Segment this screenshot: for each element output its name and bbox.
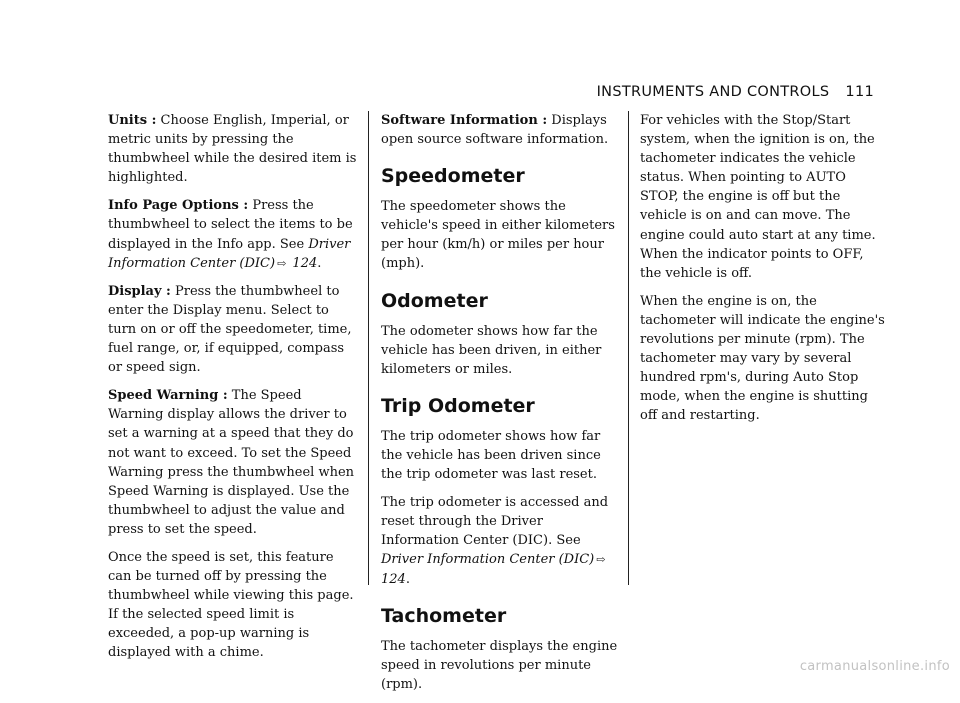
speed-set-paragraph: Once the speed is set, this feature can be turned off by pressing the thumbwheel while viewing this page. If the selected speed limit is exceeded, a pop-up warning is displayed with a chime. xyxy=(108,549,354,661)
info-page-paragraph xyxy=(108,196,358,272)
speed-warning-term: Speed Warning : xyxy=(108,388,228,404)
page-ref-arrow-icon: ⇨ xyxy=(277,256,287,270)
odometer-paragraph: The odometer shows how far the vehicle has been driven, in either kilometers or miles. xyxy=(381,323,602,377)
tachometer-heading: Tachometer xyxy=(381,604,507,627)
column-3 xyxy=(640,111,888,435)
page-ref-arrow-icon: ⇨ xyxy=(596,553,606,567)
trip-text: The trip odometer is accessed and reset through the Driver Information Center (DIC). See xyxy=(381,495,609,549)
dic-page-link-2[interactable]: 124 xyxy=(381,571,406,587)
column-2 xyxy=(381,111,621,703)
display-text: Press the thumbwheel to enter the Display menu. Select to turn on or off the speedometer, time, fuel range, or, if equipped, compass or speed sign. xyxy=(108,283,352,376)
display-paragraph xyxy=(108,282,358,377)
info-page-term: Info Page Options : xyxy=(108,198,249,214)
units-text: Choose English, Imperial, or metric units by pressing the thumbwheel while the desired item is highlighted. xyxy=(108,113,357,186)
engine-on-paragraph: When the engine is on, the tachometer will indicate the engine's revolutions per minute (rpm). The tachometer may vary by several hundred rpm's, during Auto Stop mode, when the engine is shutting off and restarting. xyxy=(640,293,885,424)
info-page-text: Press the thumbwheel to select the items to be displayed in the Info app. See xyxy=(108,198,353,252)
software-term: Software Information : xyxy=(381,113,548,128)
stop-start-paragraph: For vehicles with the Stop/Start system, when the ignition is on, the tachometer indicates the vehicle status. When pointing to AUTO STOP, the engine is off but the vehicle is on and can move. The engine could auto start at any time. When the indicator points to OFF, the vehicle is off. xyxy=(640,113,876,281)
column-divider xyxy=(368,111,369,585)
trip-end: . xyxy=(405,571,410,587)
page-number: 111 xyxy=(845,84,874,100)
dic-link-2[interactable]: Driver Information Center (DIC) xyxy=(381,552,595,568)
section-title: INSTRUMENTS AND CONTROLS xyxy=(596,84,830,100)
trip-odometer-paragraph-1: The trip odometer shows how far the vehicle has been driven since the trip odometer was last reset. xyxy=(381,428,601,483)
software-paragraph xyxy=(381,111,621,149)
speed-warning-paragraph xyxy=(108,386,358,539)
dic-page-link[interactable]: 124 xyxy=(288,255,318,271)
odometer-heading: Odometer xyxy=(381,289,488,312)
units-paragraph xyxy=(108,111,358,187)
units-term: Units : xyxy=(108,113,157,128)
speedometer-paragraph: The speedometer shows the vehicle's speed in either kilometers per hour (km/h) or miles per hour (mph). xyxy=(381,199,615,272)
speedometer-heading: Speedometer xyxy=(381,165,525,188)
trip-odometer-heading: Trip Odometer xyxy=(381,394,535,417)
tachometer-paragraph: The tachometer displays the engine speed in revolutions per minute (rpm). xyxy=(381,638,618,692)
trip-odometer-paragraph-2 xyxy=(381,493,621,588)
software-text: Displays open source software information. xyxy=(381,113,609,148)
column-1 xyxy=(108,111,358,672)
speed-warning-text: The Speed Warning display allows the driver to set a warning at a speed that they do not want to exceed. To set the Speed Warning press the thumbwheel when Speed Warning is displayed. Use the thumbwheel to adjust the value and press to set the speed. xyxy=(108,388,355,537)
watermark: carmanualsonline.info xyxy=(799,659,950,674)
info-end: . xyxy=(317,255,322,271)
display-term: Display : xyxy=(108,283,171,299)
dic-link[interactable]: Driver Information Center (DIC) xyxy=(108,236,351,271)
page-header xyxy=(597,84,874,100)
column-divider xyxy=(628,111,629,585)
